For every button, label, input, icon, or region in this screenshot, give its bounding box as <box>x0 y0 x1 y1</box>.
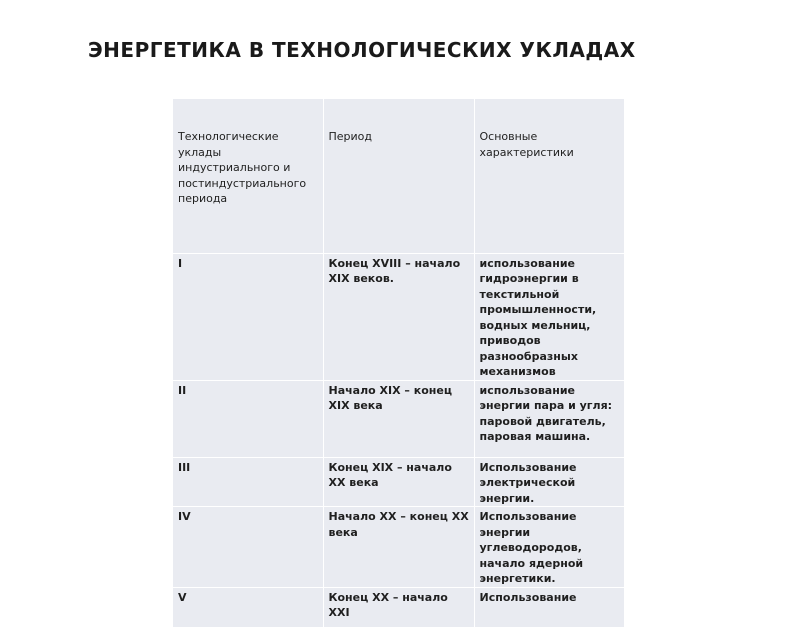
header-cell-characteristics: Основные характеристики <box>474 99 624 253</box>
era-number-cell: II <box>173 380 323 457</box>
era-period-cell: Начало XX – конец XX века <box>323 507 474 588</box>
table-row <box>173 380 624 457</box>
era-characteristics-cell: Использование энергии углеводородов, начало ядерной энергетики. <box>474 507 624 588</box>
era-period-cell: Конец XIX – начало XX века <box>323 457 474 507</box>
header-cell-eras: Технологические уклады индустриального и постиндустриального периода <box>173 99 323 253</box>
era-characteristics-cell: Использование электрической энергии. <box>474 457 624 507</box>
table-row <box>173 587 624 627</box>
table-row <box>173 507 624 588</box>
table-row <box>173 253 624 380</box>
era-number-cell: IV <box>173 507 323 588</box>
era-characteristics-cell: Использование <box>474 587 624 627</box>
era-characteristics-cell: использование энергии пара и угля: паровой двигатель, паровая машина. <box>474 380 624 457</box>
table-row <box>173 457 624 507</box>
header-cell-period: Период <box>323 99 474 253</box>
era-characteristics-cell: использование гидроэнергии в текстильной промышленности, водных мельниц, приводов разнообразных механизмов <box>474 253 624 380</box>
eras-table-container <box>173 99 624 619</box>
era-period-cell: Конец XVIII – начало XIX веков. <box>323 253 474 380</box>
era-period-cell: Начало XIX – конец XIX века <box>323 380 474 457</box>
table-header-row <box>173 99 624 253</box>
era-number-cell: V <box>173 587 323 627</box>
eras-table <box>173 99 624 628</box>
era-number-cell: I <box>173 253 323 380</box>
era-number-cell: III <box>173 457 323 507</box>
era-period-cell: Конец XX – начало XXI <box>323 587 474 627</box>
slide-title: ЭНЕРГЕТИКА В ТЕХНОЛОГИЧЕСКИХ УКЛАДАХ <box>88 38 636 62</box>
